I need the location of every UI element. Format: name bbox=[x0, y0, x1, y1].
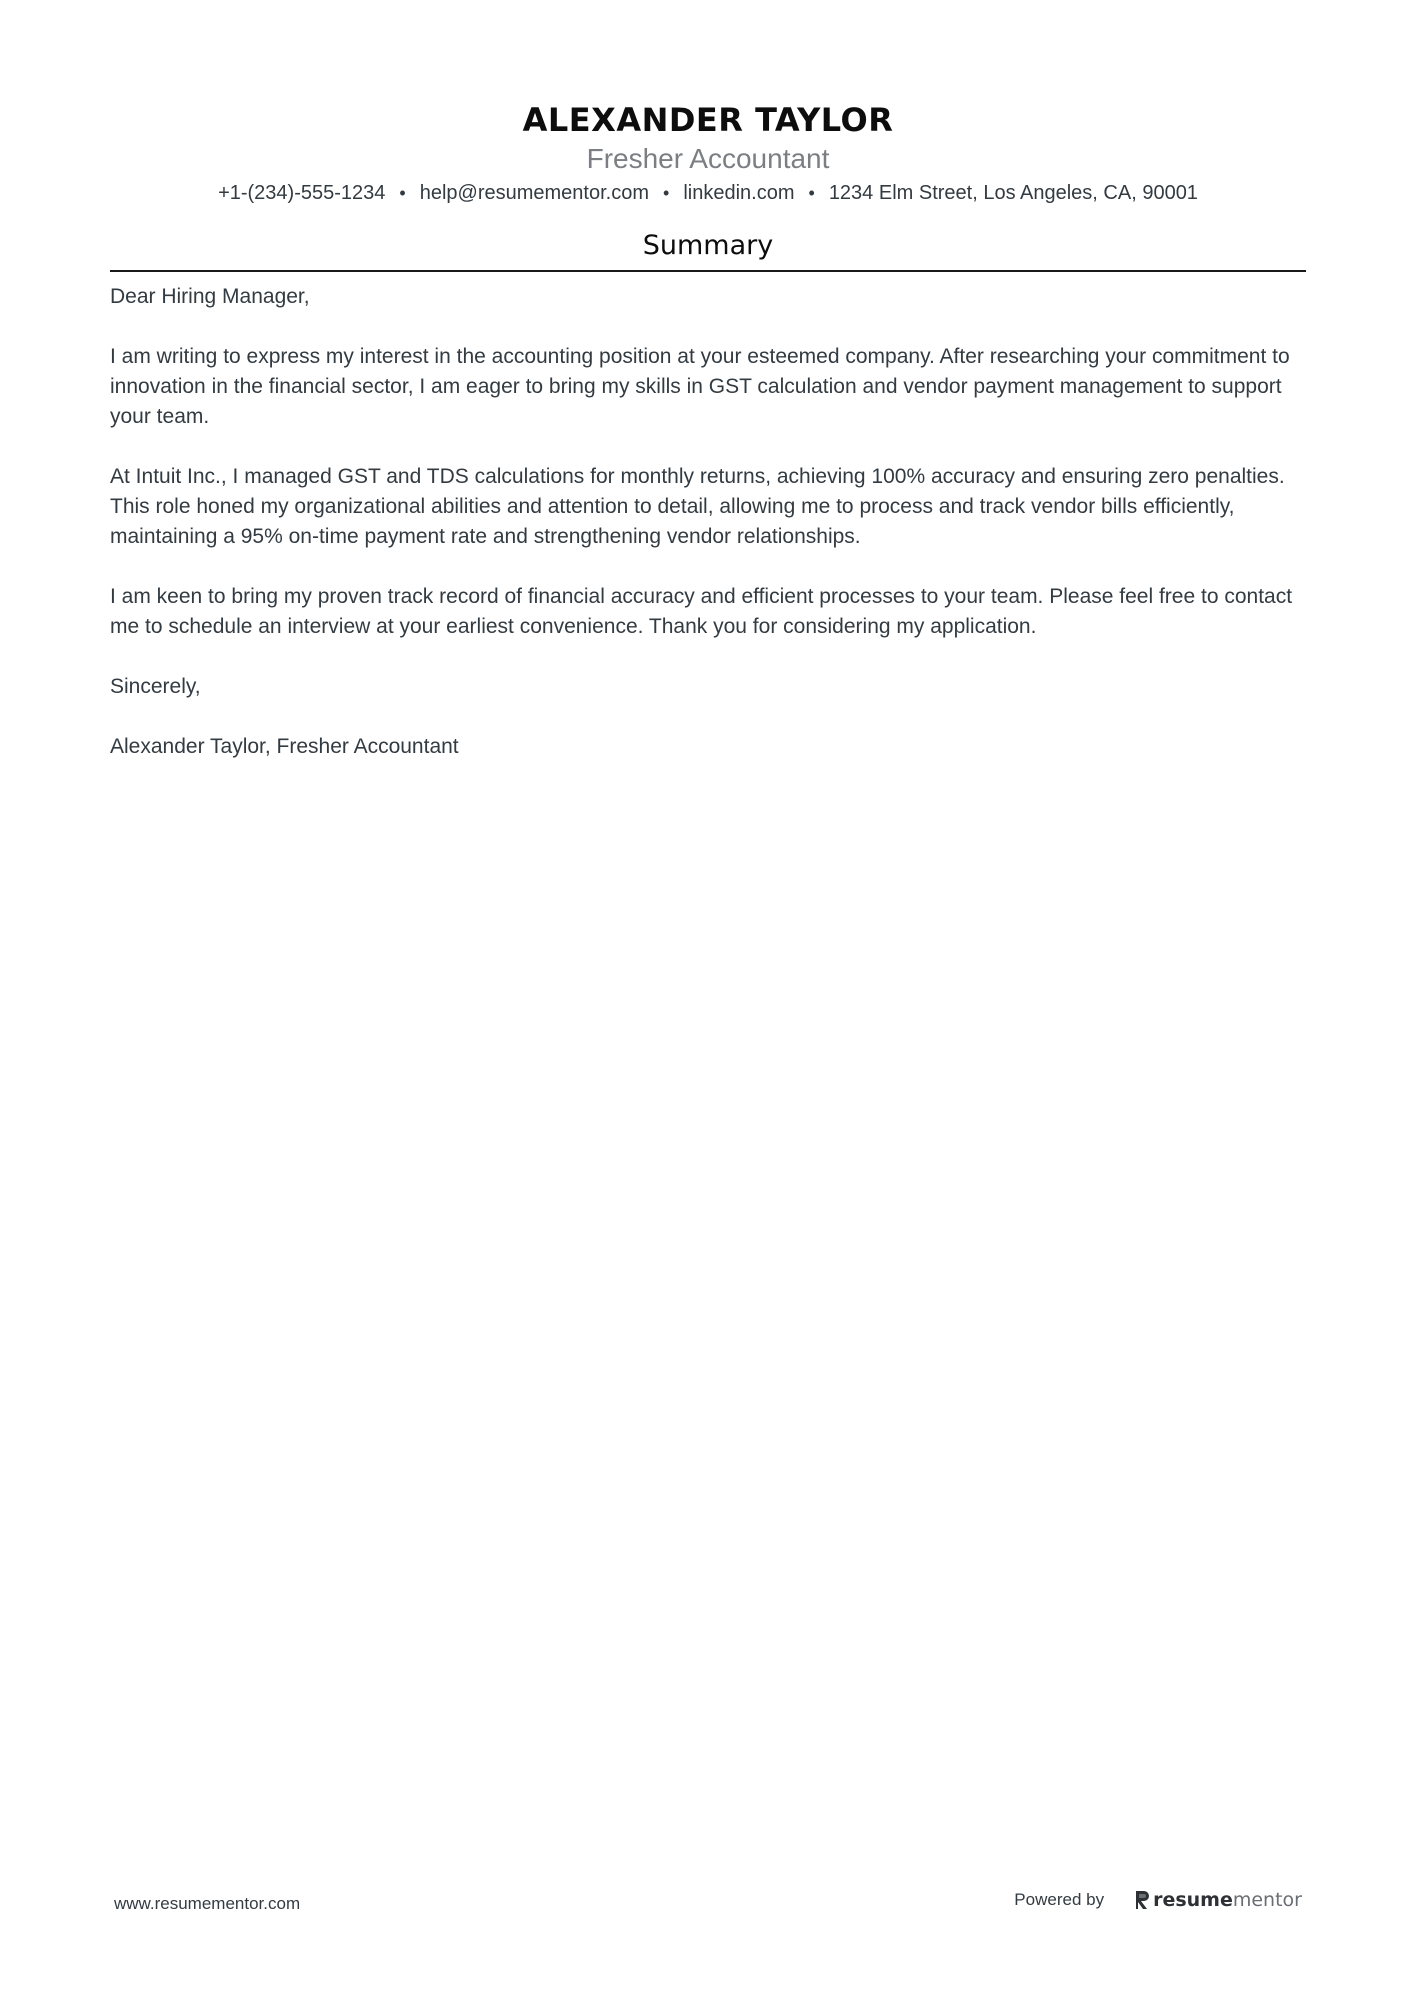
brand-name-resume: resume bbox=[1153, 1889, 1233, 1911]
footer-branding bbox=[1014, 1888, 1302, 1912]
separator-dot: • bbox=[808, 183, 815, 203]
letter-body bbox=[110, 282, 1310, 792]
letter-paragraph-1: I am writing to express my interest in the accounting position at your esteemed company. After researching your commitment to innovation in the financial sector, I am eager to bring my skills in GST calculation and vendor payment management to support your team. bbox=[110, 345, 1290, 428]
job-title: Fresher Accountant bbox=[586, 143, 830, 174]
letter-signature: Alexander Taylor, Fresher Accountant bbox=[110, 735, 459, 758]
separator-dot: • bbox=[399, 183, 406, 203]
letter-paragraph-2: At Intuit Inc., I managed GST and TDS calculations for monthly returns, achieving 100% accuracy and ensuring zero penalties. This role honed my organizational abilities and attention to detail, allowing me to process and track vendor bills efficiently, maintaining a 95% on-time payment rate and strengthening vendor relationships. bbox=[110, 465, 1285, 548]
letter-paragraph-3: I am keen to bring my proven track record of financial accuracy and efficient processes to your team. Please feel free to contact me to schedule an interview at your earliest convenience. Thank you for considering my application. bbox=[110, 585, 1293, 638]
contact-email[interactable]: help@resumementor.com bbox=[419, 182, 650, 204]
separator-dot: • bbox=[663, 183, 670, 203]
header bbox=[110, 98, 1306, 208]
contact-linkedin[interactable]: linkedin.com bbox=[683, 182, 795, 204]
resumementor-logo-icon bbox=[1134, 1890, 1150, 1910]
letter-greeting: Dear Hiring Manager, bbox=[110, 285, 310, 308]
brand-logo[interactable] bbox=[1134, 1888, 1302, 1912]
contact-address: 1234 Elm Street, Los Angeles, CA, 90001 bbox=[828, 182, 1198, 204]
brand-name-mentor: mentor bbox=[1232, 1889, 1302, 1911]
powered-by-label: Powered by bbox=[1014, 1890, 1105, 1909]
candidate-name: ALEXANDER TAYLOR bbox=[522, 101, 894, 139]
section-divider bbox=[110, 270, 1306, 272]
contact-phone[interactable]: +1-(234)-555-1234 bbox=[218, 182, 386, 204]
section-title-summary: Summary bbox=[642, 230, 774, 261]
footer-website[interactable]: www.resumementor.com bbox=[114, 1894, 301, 1913]
contact-line bbox=[110, 178, 1306, 208]
letter-closing: Sincerely, bbox=[110, 675, 201, 698]
